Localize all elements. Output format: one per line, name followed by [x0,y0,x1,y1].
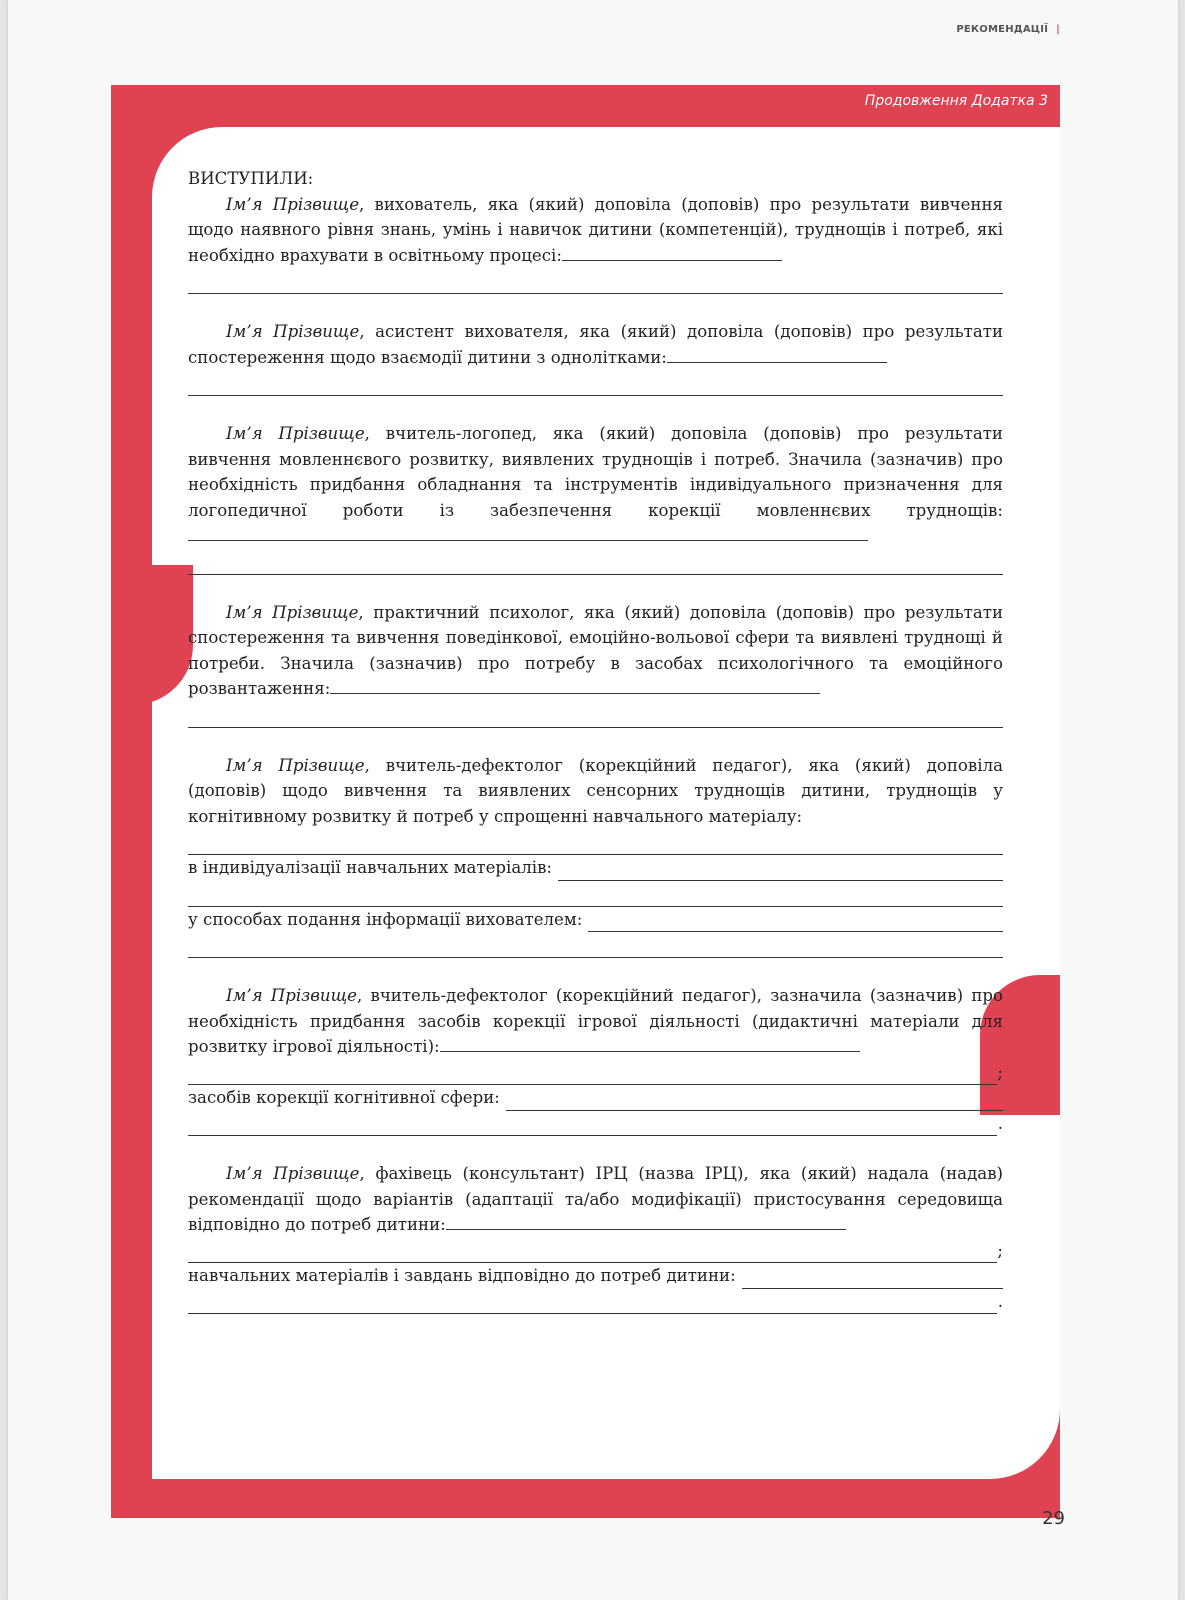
running-header-mark: | [1056,24,1060,35]
punctuation-mark: ; [997,1062,1003,1082]
paragraph-text: , асистент вихователя, яка (який) доповіла (доповів) про результати спостереження щодо взаємодії дитини з однолітками: [188,322,1003,367]
fill-row [188,855,1003,881]
fill-label: в індивідуалізації навчальних матеріалів: [188,858,553,877]
fill-line[interactable] [188,370,1003,396]
fill-line[interactable] [188,1066,997,1085]
running-header [956,24,1060,35]
fill-line[interactable] [188,1295,997,1314]
paragraph-text: , вчитель-дефектолог (корекційний педагог), зазначила (зазначив) про необхідність придбання засобів корекції ігрової діяльності (дидактичні матеріали для розвитку ігрової діяльності): [188,986,1003,1056]
frame-title: Продовження Додатка 3 [864,93,1048,109]
punctuation-mark: . [997,1113,1003,1133]
page-number: 29 [1042,1508,1065,1529]
fill-line[interactable] [506,1092,1003,1111]
fill-line[interactable] [562,260,782,261]
person-name: Ім’я Прізвище [226,194,360,214]
paragraph-educator [188,192,1003,269]
fill-line[interactable] [188,932,1003,958]
paragraph-speech-therapist [188,421,1003,549]
paragraph-defectologist-play [188,983,1003,1060]
fill-line[interactable] [188,881,1003,907]
person-name: Ім’я Прізвище [226,322,360,341]
fill-label: у способах подання інформації вихователем: [188,909,583,929]
fill-line[interactable] [558,862,1003,881]
fill-label: навчальних матеріалів і завдань відповідно до потреб дитини: [188,1266,736,1285]
fill-row [188,1111,1003,1137]
paragraph-text: , вчитель-дефектолог (корекційний педагог), яка (який) доповіла (доповів) щодо вивчення та виявлених сенсорних труднощів дитини, труднощів у когнітивному розвитку й потреб у спрощенні навчального матеріалу: [188,755,1004,826]
paragraph-defectologist [188,753,1003,830]
fill-row [188,1263,1003,1289]
fill-line[interactable] [440,1051,860,1052]
punctuation-mark: . [997,1291,1003,1311]
fill-line[interactable] [188,1244,997,1263]
paragraph-psychologist [188,600,1003,702]
fill-line[interactable] [188,540,868,541]
person-name: Ім’я Прізвище [226,755,365,775]
person-name: Ім’я Прізвище [226,986,358,1005]
fill-row [188,907,1003,933]
document-body [188,166,1003,1314]
fill-row [188,1060,1003,1086]
fill-line[interactable] [188,268,1003,294]
paragraph-assistant [188,319,1003,370]
paragraph-text: , вихователь, яка (який) доповіла (доповів) про результати вивчення щодо наявного рівня знань, умінь і навичок дитини (компетенцій), труднощів і потреб, які необхідно врахувати в освітньому процесі: [188,194,1003,265]
fill-line[interactable] [330,693,820,694]
fill-row [188,1238,1003,1264]
fill-line[interactable] [667,362,887,363]
fill-line[interactable] [742,1270,1003,1289]
fill-line[interactable] [188,702,1003,728]
fill-line[interactable] [188,549,1003,575]
person-name: Ім’я Прізвище [226,424,365,443]
fill-line[interactable] [446,1229,846,1230]
person-name: Ім’я Прізвище [226,1164,360,1183]
running-header-title: РЕКОМЕНДАЦІЇ [956,24,1049,35]
fill-row [188,1085,1003,1111]
section-heading: ВИСТУПИЛИ: [188,169,314,188]
paragraph-text: , практичний психолог, яка (який) доповіла (доповів) про результати спостереження та вивчення поведінкової, емоційно-вольової сфери та виявлені труднощі й потреби. Значила (зазначив) про потребу в засобах психологічного та емоційного розвантаження: [188,602,1003,698]
paragraph-text: , вчитель-логопед, яка (який) доповіла (доповів) про результати вивчення мовленнєвого розвитку, виявлених труднощів і потреб. Значила (зазначив) про необхідність придбання обладнання та інструментів індивідуального призначення для логопедичної роботи із забезпечення корекції мовленнєвих труднощів: [188,424,1003,520]
person-name: Ім’я Прізвище [226,602,359,622]
fill-line[interactable] [188,1117,997,1136]
fill-label: засобів корекції когнітивної сфери: [188,1088,500,1107]
paragraph-text: , фахівець (консультант) ІРЦ (назва ІРЦ), яка (який) надала (надав) рекомендації щодо варіантів (адаптації та/або модифікації) пристосування середовища відповідно до потреб дитини: [188,1164,1004,1234]
punctuation-mark: ; [997,1240,1003,1260]
fill-line[interactable] [188,829,1003,855]
paragraph-irc-consultant [188,1161,1003,1238]
fill-row [188,1289,1003,1315]
fill-line[interactable] [588,913,1003,932]
